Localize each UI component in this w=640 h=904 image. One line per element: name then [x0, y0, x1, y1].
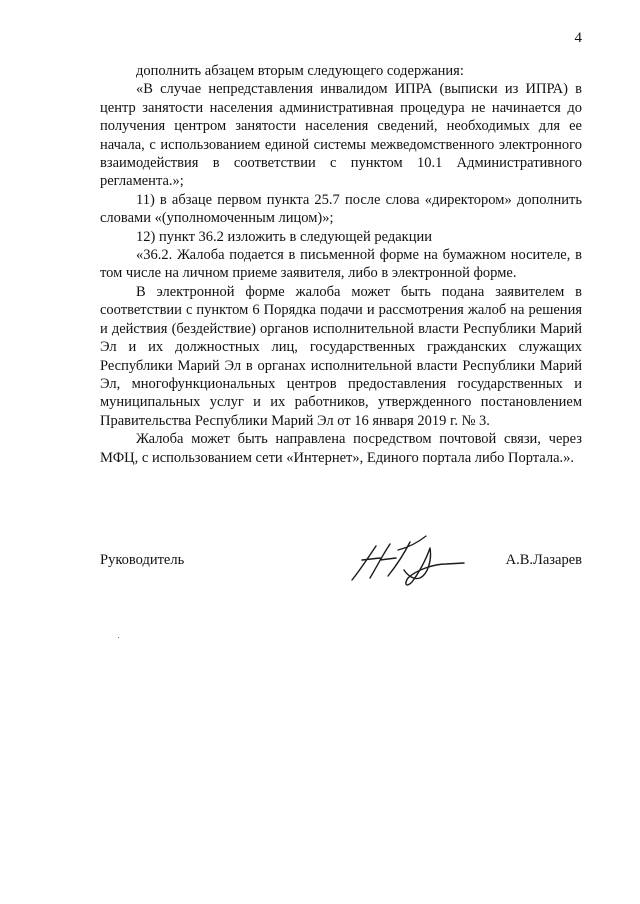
paragraph-amend-intro: дополнить абзацем вторым следующего содержания:: [136, 63, 464, 79]
paragraph-36-2: «36.2. Жалоба подается в письменной форме на бумажном носителе, в том числе на личном приеме заявителя, либо в электронной форме.: [100, 247, 582, 282]
paragraph-ipra-clause: «В случае непредставления инвалидом ИПРА (выписки из ИПРА) в центр занятости населения административная процедура не начинается до получения центром занятости населения сведений, необходимых для ее начала, с использованием единой системы межведомственного электронного взаимодействия в соответствии с пунктом 10.1 Административного регламента.»;: [100, 81, 582, 190]
paragraph-electronic-complaint: В электронной форме жалоба может быть подана заявителем в соответствии с пунктом 6 Порядка подачи и рассмотрения жалоб на решения и действия (бездействие) органов исполнительной власти Республики Марий Эл и их должностных лиц, государственных гражданских служащих Республики Марий Эл в органах исполнительной власти Республики Марий Эл, многофункциональных центров предоставления государственных и муниципальных услуг и их работников, утвержденного постановлением Правительства Республики Марий Эл от 16 января 2019 г. № 3.: [100, 283, 582, 429]
scan-dot: [118, 637, 119, 638]
signatory-title: Руководитель: [100, 552, 185, 568]
paragraph-item-11: 11) в абзаце первом пункта 25.7 после слова «директором» дополнить словами «(уполномоченным лицом)»;: [100, 191, 582, 227]
signature-block: [100, 530, 582, 600]
paragraph-postal-complaint: Жалоба может быть направлена посредством почтовой связи, через МФЦ, с использованием сети «Интернет», Единого портала либо Портала.».: [100, 431, 582, 466]
document-body: [100, 62, 582, 467]
handwritten-signature-icon: [346, 530, 466, 592]
signatory-name: А.В.Лазарев: [505, 552, 582, 568]
paragraph-item-12: 12) пункт 36.2 изложить в следующей редакции: [136, 228, 432, 245]
page-number: 4: [574, 30, 582, 46]
